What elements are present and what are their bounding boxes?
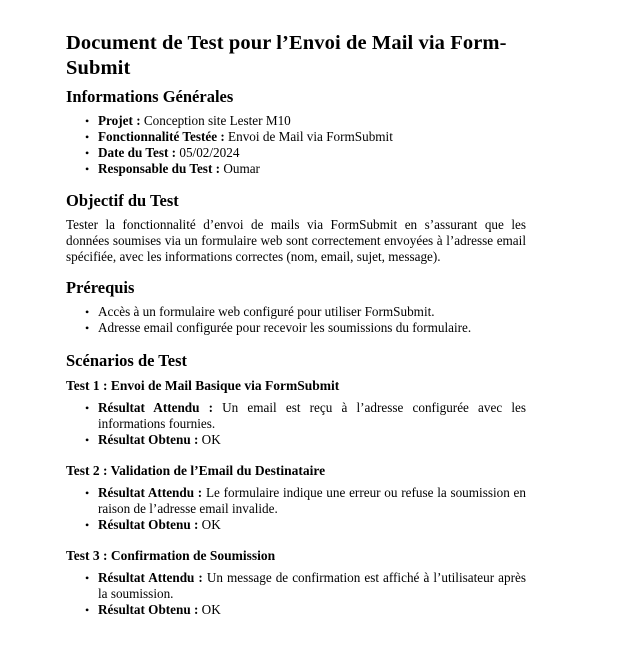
result-value: Un message de confirmation est affiché à l’utilisateur après la soumission. [98, 570, 526, 601]
bullet-icon: • [85, 130, 90, 144]
info-item-responsible [85, 161, 526, 177]
test-results [66, 485, 526, 533]
prerequisites-list [66, 304, 526, 336]
prerequisite-item [85, 320, 526, 336]
info-value: 05/02/2024 [176, 145, 240, 160]
bullet-icon: • [85, 162, 90, 176]
info-item-project [85, 113, 526, 129]
info-value: Oumar [220, 161, 260, 176]
section-heading: Prérequis [66, 278, 135, 297]
bullet-icon: • [85, 518, 90, 532]
bullet-icon: • [85, 433, 90, 447]
test-results [66, 400, 526, 448]
result-value: Un email est reçu à l’adresse configurée avec les informations fournies. [98, 400, 526, 431]
result-label: Résultat Obtenu : [98, 517, 199, 532]
result-label: Résultat Obtenu : [98, 602, 199, 617]
info-key: Fonctionnalité Testée : [98, 129, 225, 144]
title-line-2: Submit [66, 57, 131, 79]
bullet-icon: • [85, 401, 90, 415]
info-key: Responsable du Test : [98, 161, 221, 176]
bullet-icon: • [85, 571, 90, 585]
section-scenarios [66, 351, 526, 618]
bullet-icon: • [85, 114, 90, 128]
test-title: Test 3 : Confirmation de Soumission [66, 548, 276, 563]
bullet-icon: • [85, 321, 90, 335]
result-label: Résultat Obtenu : [98, 432, 199, 447]
info-value: Conception site Lester M10 [140, 113, 291, 128]
title-line-1: Document de Test pour l’Envoi de Mail via Form- [66, 32, 507, 54]
document-title [66, 31, 526, 81]
result-value: Le formulaire indique une erreur ou refuse la soumission en raison de l’adresse email invalide. [98, 485, 526, 516]
bullet-icon: • [85, 486, 90, 500]
prerequisite-text: Accès à un formulaire web configuré pour utiliser FormSubmit. [98, 304, 435, 319]
obtained-result [85, 602, 526, 618]
section-heading: Scénarios de Test [66, 351, 188, 370]
expected-result [85, 570, 526, 602]
info-item-date [85, 145, 526, 161]
test-title: Test 1 : Envoi de Mail Basique via FormSubmit [66, 378, 340, 393]
result-label: Résultat Attendu : [98, 485, 203, 500]
result-value: OK [198, 432, 221, 447]
info-key: Date du Test : [98, 145, 177, 160]
bullet-icon: • [85, 305, 90, 319]
bullet-icon: • [85, 603, 90, 617]
result-value: OK [198, 602, 221, 617]
test-results [66, 570, 526, 618]
test-title: Test 2 : Validation de l’Email du Destinataire [66, 463, 326, 478]
result-label: Résultat Attendu : [98, 570, 203, 585]
section-prerequisites [66, 278, 526, 336]
section-objective [66, 191, 526, 265]
bullet-icon: • [85, 146, 90, 160]
prerequisite-item [85, 304, 526, 320]
objective-text: Tester la fonctionnalité d’envoi de mails via FormSubmit en s’assurant que les données soumises via un formulaire web sont correctement envoyées à l’adresse email spécifiée, avec les informations correctes (nom, email, sujet, message). [66, 217, 526, 264]
info-value: Envoi de Mail via FormSubmit [224, 129, 393, 144]
document-page [66, 31, 526, 632]
test-case-2 [66, 462, 526, 533]
info-list [66, 113, 526, 177]
obtained-result [85, 517, 526, 533]
info-item-feature [85, 129, 526, 145]
prerequisite-text: Adresse email configurée pour recevoir les soumissions du formulaire. [98, 320, 472, 335]
section-general-info [66, 87, 526, 177]
info-key: Projet : [98, 113, 141, 128]
test-case-3 [66, 547, 526, 618]
expected-result [85, 400, 526, 432]
expected-result [85, 485, 526, 517]
obtained-result [85, 432, 526, 448]
section-heading: Objectif du Test [66, 191, 179, 210]
section-heading: Informations Générales [66, 87, 234, 106]
result-value: OK [198, 517, 221, 532]
result-label: Résultat Attendu : [98, 400, 214, 415]
test-case-1 [66, 377, 526, 448]
